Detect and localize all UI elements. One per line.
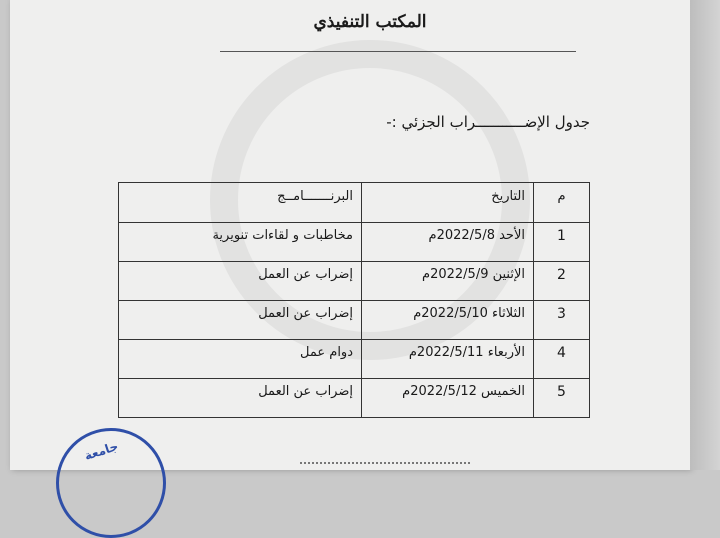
row-date: الأحد 2022/5/8م bbox=[362, 223, 534, 262]
title-divider bbox=[220, 51, 576, 52]
row-num: 1 bbox=[534, 223, 590, 262]
row-date: الخميس 2022/5/12م bbox=[362, 379, 534, 418]
table-row bbox=[119, 262, 590, 301]
strike-schedule-table bbox=[118, 182, 590, 418]
row-date: الإثنين 2022/5/9م bbox=[362, 262, 534, 301]
table-row bbox=[119, 379, 590, 418]
row-date: الثلاثاء 2022/5/10م bbox=[362, 301, 534, 340]
office-title: المكتب التنفيذي bbox=[313, 12, 427, 32]
row-num: 2 bbox=[534, 262, 590, 301]
background-edge bbox=[690, 0, 720, 470]
row-program: إضراب عن العمل bbox=[119, 379, 362, 418]
row-program: إضراب عن العمل bbox=[119, 262, 362, 301]
table-row bbox=[119, 223, 590, 262]
row-num: 5 bbox=[534, 379, 590, 418]
header-date: التاريخ bbox=[362, 183, 534, 223]
row-program: إضراب عن العمل bbox=[119, 301, 362, 340]
stamp-text: جامعة bbox=[82, 438, 120, 464]
section-title: جدول الإضـــــــــــراب الجزئي :- bbox=[386, 113, 590, 131]
header-num: م bbox=[534, 183, 590, 223]
row-program: مخاطبات و لقاءات تنويرية bbox=[119, 223, 362, 262]
row-program: دوام عمل bbox=[119, 340, 362, 379]
row-num: 4 bbox=[534, 340, 590, 379]
table-header-row bbox=[119, 183, 590, 223]
table-row bbox=[119, 340, 590, 379]
row-date: الأربعاء 2022/5/11م bbox=[362, 340, 534, 379]
table-row bbox=[119, 301, 590, 340]
footer-text-fragment bbox=[300, 462, 470, 470]
header-program: البرنـــــــامــج bbox=[119, 183, 362, 223]
row-num: 3 bbox=[534, 301, 590, 340]
